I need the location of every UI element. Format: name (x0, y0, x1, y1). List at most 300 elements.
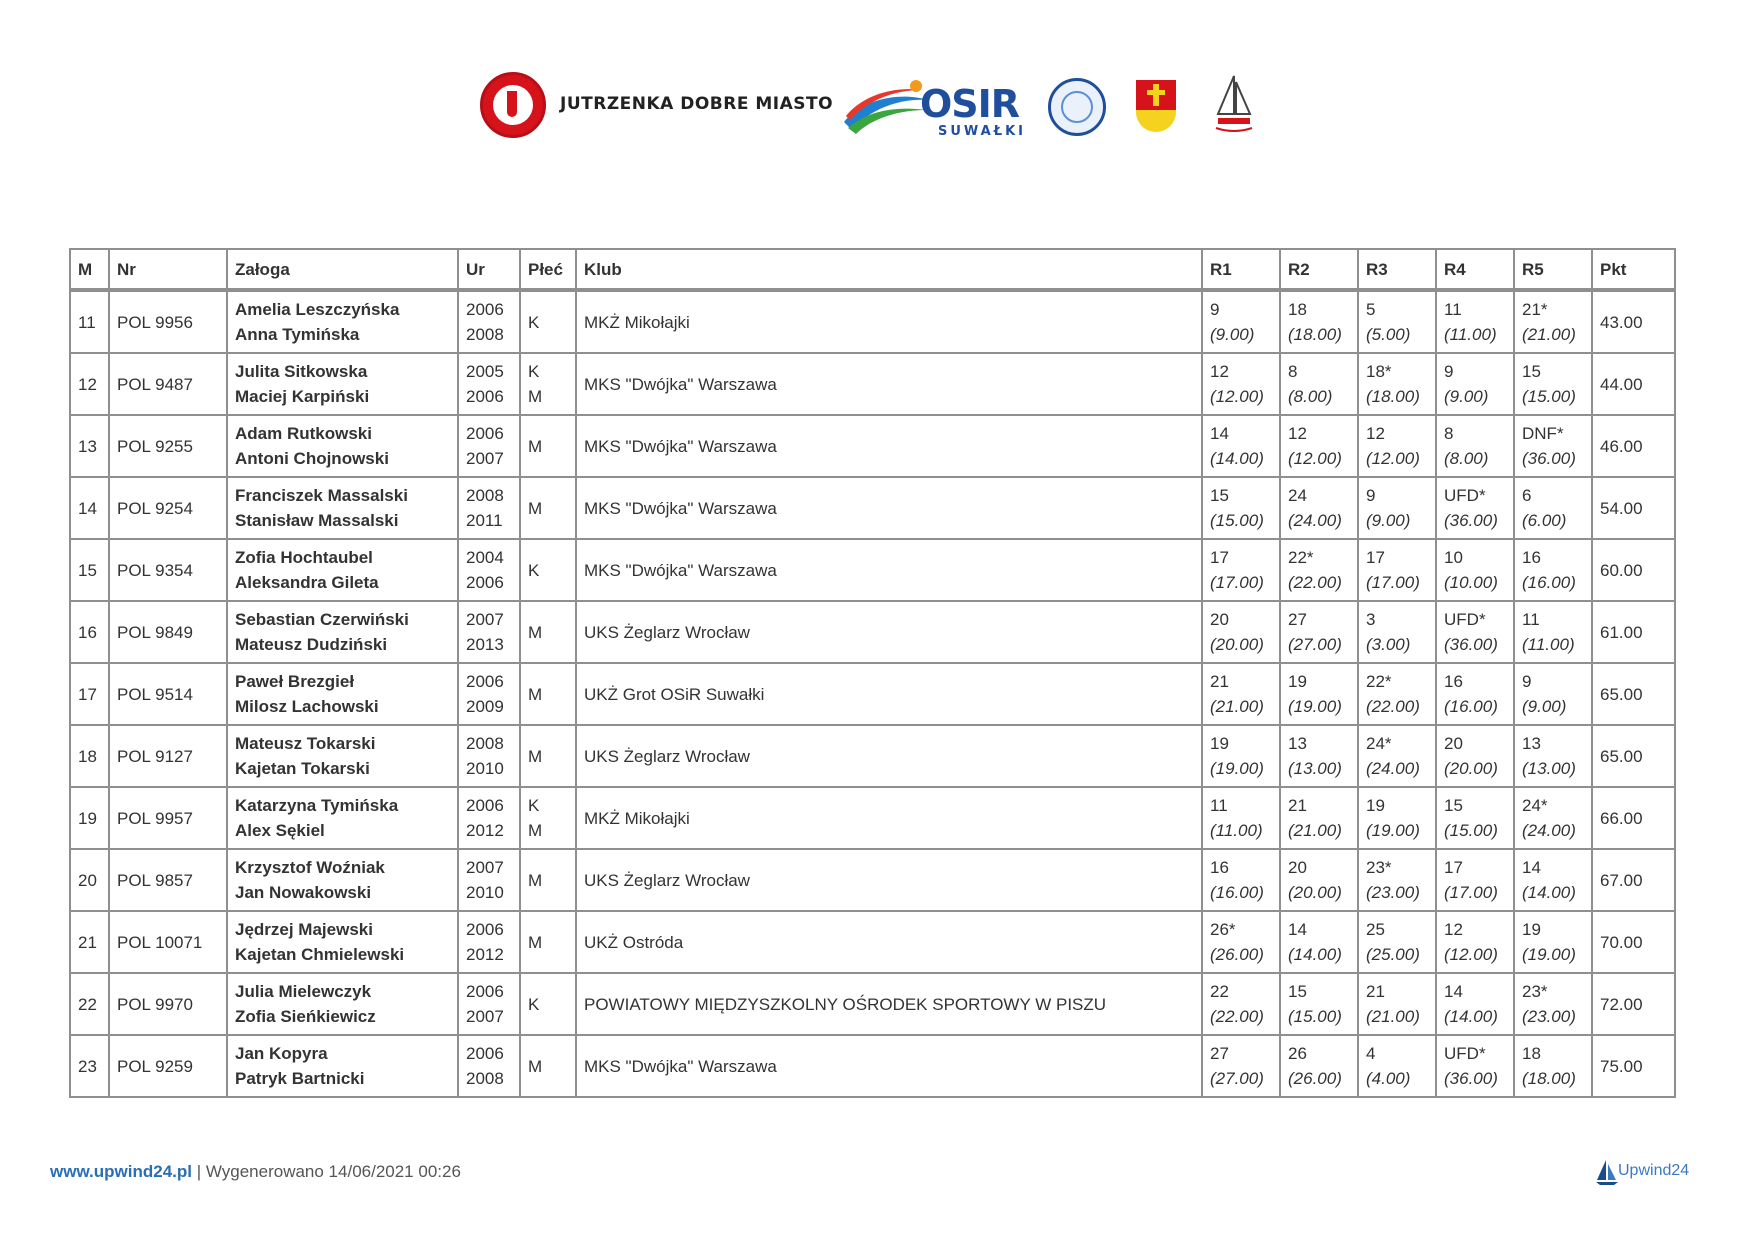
race-cell-line: 18* (1366, 362, 1392, 381)
birth-year-cell-line: 2010 (466, 759, 504, 778)
race-cell-line: (20.00) (1444, 759, 1498, 778)
race-cell (1280, 477, 1358, 539)
race-cell-line: 16 (1522, 548, 1541, 567)
place-cell: 20 (70, 849, 109, 911)
race-cell (1202, 973, 1280, 1035)
gender-cell (520, 477, 576, 539)
crew-cell-line: Aleksandra Gileta (235, 573, 379, 592)
gender-cell-line: M (528, 746, 543, 766)
gender-cell-line: K (528, 362, 540, 381)
city-crest-icon (1136, 80, 1176, 132)
gender-cell-line: M (528, 436, 543, 456)
race-cell-line: 21 (1210, 672, 1229, 691)
race-cell-line: (19.00) (1288, 697, 1342, 716)
crew-cell-line: Paweł Brezgieł (235, 672, 355, 691)
birth-year-cell (458, 973, 520, 1035)
race-cell (1280, 787, 1358, 849)
club-cell: POWIATOWY MIĘDZYSZKOLNY OŚRODEK SPORTOWY W PISZU (576, 973, 1202, 1035)
race-cell (1202, 415, 1280, 477)
race-cell-line: 16 (1444, 672, 1463, 691)
race-cell (1514, 973, 1592, 1035)
crew-cell-line: Julia Mielewczyk (235, 982, 372, 1001)
birth-year-cell-line: 2007 (466, 1007, 504, 1026)
race-cell-line: 8 (1444, 424, 1454, 443)
points-cell: 72.00 (1592, 973, 1675, 1035)
birth-year-cell (458, 911, 520, 973)
birth-year-cell (458, 539, 520, 601)
points-cell: 44.00 (1592, 353, 1675, 415)
sail-number-cell: POL 9957 (109, 787, 227, 849)
crew-cell (227, 725, 458, 787)
race-cell-line: (16.00) (1210, 883, 1264, 902)
birth-year-cell-line: 2006 (466, 982, 504, 1001)
crew-cell-line: Krzysztof Woźniak (235, 858, 385, 877)
crew-cell-line: Amelia Leszczyńska (235, 300, 400, 319)
race-cell-line: (13.00) (1522, 759, 1576, 778)
place-cell: 12 (70, 353, 109, 415)
race-cell (1358, 849, 1436, 911)
race-cell-line: 18 (1288, 300, 1307, 319)
race-cell (1514, 1035, 1592, 1097)
race-cell (1280, 601, 1358, 663)
race-cell (1358, 725, 1436, 787)
race-cell-line: 4 (1366, 1044, 1376, 1063)
club-cell: UKŻ Grot OSiR Suwałki (576, 663, 1202, 725)
gender-cell-line: K (528, 994, 540, 1014)
race-cell (1436, 601, 1514, 663)
table-row (70, 725, 1675, 787)
race-cell-line: (4.00) (1366, 1069, 1411, 1088)
sponsor-logos (480, 68, 1280, 148)
race-cell (1202, 601, 1280, 663)
club-cell: MKS "Dwójka" Warszawa (576, 1035, 1202, 1097)
points-cell: 65.00 (1592, 663, 1675, 725)
race-cell-line: 9 (1444, 362, 1454, 381)
birth-year-cell-line: 2008 (466, 734, 504, 753)
birth-year-cell-line: 2006 (466, 300, 504, 319)
race-cell-line: 18 (1522, 1044, 1541, 1063)
race-cell (1358, 911, 1436, 973)
table-row (70, 973, 1675, 1035)
race-cell-line: (12.00) (1288, 449, 1342, 468)
race-cell-line: (26.00) (1210, 945, 1264, 964)
race-cell-line: 26 (1288, 1044, 1307, 1063)
race-cell (1436, 973, 1514, 1035)
crew-cell-line: Jan Kopyra (235, 1044, 328, 1063)
club-cell: MKS "Dwójka" Warszawa (576, 415, 1202, 477)
race-cell-line: (27.00) (1288, 635, 1342, 654)
race-cell-line: (10.00) (1444, 573, 1498, 592)
points-cell: 43.00 (1592, 290, 1675, 353)
club-cell: UKS Żeglarz Wrocław (576, 725, 1202, 787)
gender-cell-line: K (528, 796, 540, 815)
race-cell-line: (14.00) (1210, 449, 1264, 468)
birth-year-cell-line: 2013 (466, 635, 504, 654)
race-cell-line: (20.00) (1210, 635, 1264, 654)
race-cell-line: (21.00) (1366, 1007, 1420, 1026)
sailboat-icon (1596, 1158, 1618, 1186)
club-cell: UKS Żeglarz Wrocław (576, 601, 1202, 663)
race-cell-line: (14.00) (1288, 945, 1342, 964)
race-cell-line: 25 (1366, 920, 1385, 939)
points-cell: 75.00 (1592, 1035, 1675, 1097)
race-cell (1514, 663, 1592, 725)
crew-cell (227, 353, 458, 415)
table-header-row (70, 249, 1675, 290)
crew-cell (227, 601, 458, 663)
race-cell (1280, 353, 1358, 415)
race-cell-line: (23.00) (1522, 1007, 1576, 1026)
gender-cell (520, 849, 576, 911)
race-cell-line: (11.00) (1210, 821, 1263, 840)
race-cell-line: 20 (1444, 734, 1463, 753)
table-row (70, 911, 1675, 973)
gender-cell-line: M (528, 684, 543, 704)
race-cell-line: 14 (1210, 424, 1229, 443)
race-cell-line: (21.00) (1210, 697, 1264, 716)
gender-cell (520, 973, 576, 1035)
crew-cell (227, 849, 458, 911)
column-header: R5 (1514, 249, 1592, 290)
place-cell: 21 (70, 911, 109, 973)
column-header: R2 (1280, 249, 1358, 290)
race-cell (1514, 787, 1592, 849)
crew-cell-line: Adam Rutkowski (235, 424, 372, 443)
sail-number-cell: POL 9487 (109, 353, 227, 415)
crew-cell-line: Sebastian Czerwiński (235, 610, 409, 629)
race-cell (1358, 415, 1436, 477)
race-cell-line: UFD* (1444, 1044, 1486, 1063)
crew-cell-line: Julita Sitkowska (235, 362, 368, 381)
crew-cell-line: Anna Tymińska (235, 325, 360, 344)
birth-year-cell-line: 2006 (466, 672, 504, 691)
race-cell-line: 15 (1522, 362, 1541, 381)
birth-year-cell (458, 477, 520, 539)
race-cell-line: (9.00) (1522, 697, 1567, 716)
gender-cell (520, 539, 576, 601)
crew-cell (227, 911, 458, 973)
race-cell-line: (17.00) (1444, 883, 1498, 902)
crew-cell (227, 477, 458, 539)
table-row (70, 849, 1675, 911)
column-header: Ur (458, 249, 520, 290)
column-header: R1 (1202, 249, 1280, 290)
birth-year-cell (458, 663, 520, 725)
place-cell: 17 (70, 663, 109, 725)
place-cell: 14 (70, 477, 109, 539)
gender-cell (520, 601, 576, 663)
jutrzenka-logo-icon (480, 72, 546, 138)
gender-cell (520, 911, 576, 973)
crew-cell-line: Franciszek Massalski (235, 486, 408, 505)
race-cell (1436, 539, 1514, 601)
race-cell-line: 19 (1366, 796, 1385, 815)
race-cell-line: 3 (1366, 610, 1376, 629)
gender-cell-line: M (528, 622, 543, 642)
osir-logo-subtitle: SUWAŁKI (938, 124, 1026, 139)
points-cell: 65.00 (1592, 725, 1675, 787)
upwind24-logo (1596, 1158, 1696, 1188)
race-cell (1436, 663, 1514, 725)
column-header: Nr (109, 249, 227, 290)
race-cell-line: 9 (1210, 300, 1220, 319)
race-cell-line: (9.00) (1366, 511, 1411, 530)
column-header: Załoga (227, 249, 458, 290)
generated-timestamp: | Wygenerowano 14/06/2021 00:26 (192, 1162, 461, 1181)
race-cell-line: (5.00) (1366, 325, 1411, 344)
birth-year-cell (458, 415, 520, 477)
race-cell-line: (36.00) (1444, 511, 1498, 530)
place-cell: 22 (70, 973, 109, 1035)
race-cell-line: 6 (1522, 486, 1532, 505)
race-cell-line: 26* (1210, 920, 1236, 939)
race-cell (1280, 290, 1358, 353)
gender-cell (520, 725, 576, 787)
sail-number-cell: POL 9254 (109, 477, 227, 539)
race-cell (1436, 477, 1514, 539)
race-cell-line: 20 (1210, 610, 1229, 629)
sail-number-cell: POL 9514 (109, 663, 227, 725)
race-cell-line: 8 (1288, 362, 1298, 381)
race-cell-line: 22* (1366, 672, 1392, 691)
race-cell-line: (27.00) (1210, 1069, 1264, 1088)
place-cell: 18 (70, 725, 109, 787)
crew-cell-line: Jan Nowakowski (235, 883, 372, 902)
points-cell: 54.00 (1592, 477, 1675, 539)
gender-cell-line: M (528, 932, 543, 952)
race-cell-line: (3.00) (1366, 635, 1411, 654)
race-cell-line: (19.00) (1210, 759, 1264, 778)
race-cell-line: (14.00) (1522, 883, 1576, 902)
race-cell-line: 24* (1366, 734, 1392, 753)
race-cell-line: (36.00) (1444, 1069, 1498, 1088)
race-cell-line: 11 (1210, 796, 1228, 815)
results-body (70, 290, 1675, 1097)
race-cell-line: 24* (1522, 796, 1548, 815)
race-cell-line: (17.00) (1366, 573, 1420, 592)
sail-number-cell: POL 9354 (109, 539, 227, 601)
crew-cell-line: Katarzyna Tymińska (235, 796, 399, 815)
sailing-association-seal-icon (1048, 78, 1106, 136)
crew-cell-line: Kajetan Chmielewski (235, 945, 405, 964)
race-cell-line: (19.00) (1522, 945, 1576, 964)
race-cell-line: (24.00) (1522, 821, 1576, 840)
crew-cell-line: Mateusz Dudziński (235, 635, 388, 654)
table-row (70, 353, 1675, 415)
birth-year-cell-line: 2009 (466, 697, 504, 716)
sail-number-cell: POL 9970 (109, 973, 227, 1035)
race-cell (1358, 973, 1436, 1035)
table-row (70, 290, 1675, 353)
column-header: Pkt (1592, 249, 1675, 290)
osir-suwalki-logo (842, 68, 1026, 144)
birth-year-cell-line: 2006 (466, 424, 504, 443)
race-cell-line: (14.00) (1444, 1007, 1498, 1026)
race-cell (1436, 725, 1514, 787)
gender-cell-line: M (528, 821, 543, 840)
gender-cell (520, 415, 576, 477)
race-cell (1280, 725, 1358, 787)
website-link[interactable]: www.upwind24.pl (50, 1162, 192, 1181)
crew-cell (227, 787, 458, 849)
race-cell (1280, 911, 1358, 973)
crew-cell-line: Patryk Bartnicki (235, 1069, 365, 1088)
race-cell-line: (6.00) (1522, 511, 1567, 530)
race-cell-line: (8.00) (1444, 449, 1489, 468)
race-cell (1280, 849, 1358, 911)
osir-swoosh-icon (842, 78, 932, 138)
race-cell (1202, 725, 1280, 787)
crew-cell-line: Antoni Chojnowski (235, 449, 389, 468)
gender-cell-line: M (528, 1056, 543, 1076)
race-cell-line: (23.00) (1366, 883, 1420, 902)
sail-number-cell: POL 9849 (109, 601, 227, 663)
sail-number-cell: POL 9255 (109, 415, 227, 477)
race-cell-line: 22* (1288, 548, 1314, 567)
table-row (70, 477, 1675, 539)
table-row (70, 415, 1675, 477)
crew-cell (227, 1035, 458, 1097)
race-cell (1358, 663, 1436, 725)
page-footer (50, 1162, 461, 1182)
race-cell-line: 19 (1522, 920, 1541, 939)
birth-year-cell-line: 2006 (466, 387, 504, 406)
gender-cell-line: M (528, 498, 543, 518)
table-row (70, 539, 1675, 601)
crew-cell-line: Alex Sękiel (235, 821, 325, 840)
gender-cell (520, 353, 576, 415)
club-cell: MKS "Dwójka" Warszawa (576, 477, 1202, 539)
birth-year-cell-line: 2010 (466, 883, 504, 902)
race-cell (1436, 353, 1514, 415)
birth-year-cell (458, 725, 520, 787)
sailboat-club-logo-icon (1212, 74, 1256, 136)
race-cell-line: UFD* (1444, 610, 1486, 629)
gender-cell (520, 1035, 576, 1097)
club-cell: MKŻ Mikołajki (576, 290, 1202, 353)
birth-year-cell-line: 2006 (466, 1044, 504, 1063)
race-cell-line: (22.00) (1366, 697, 1420, 716)
race-cell-line: (18.00) (1522, 1069, 1576, 1088)
race-cell-line: 15 (1288, 982, 1307, 1001)
race-cell (1514, 601, 1592, 663)
race-cell (1358, 290, 1436, 353)
race-cell (1358, 601, 1436, 663)
race-cell-line: (9.00) (1210, 325, 1255, 344)
birth-year-cell-line: 2008 (466, 486, 504, 505)
race-cell-line: (18.00) (1366, 387, 1420, 406)
race-cell-line: 23* (1366, 858, 1392, 877)
points-cell: 46.00 (1592, 415, 1675, 477)
race-cell (1358, 539, 1436, 601)
race-cell (1514, 415, 1592, 477)
race-cell-line: 12 (1288, 424, 1307, 443)
race-cell-line: (15.00) (1210, 511, 1264, 530)
crew-cell (227, 290, 458, 353)
upwind24-logo-text: Upwind24 (1618, 1162, 1690, 1179)
race-cell-line: 20 (1288, 858, 1307, 877)
race-cell-line: (15.00) (1522, 387, 1576, 406)
sail-number-cell: POL 10071 (109, 911, 227, 973)
race-cell (1514, 911, 1592, 973)
gender-cell (520, 787, 576, 849)
crew-cell-line: Milosz Lachowski (235, 697, 379, 716)
gender-cell-line: M (528, 870, 543, 890)
race-cell-line: (13.00) (1288, 759, 1342, 778)
crew-cell (227, 973, 458, 1035)
race-cell-line: (8.00) (1288, 387, 1333, 406)
race-cell (1358, 1035, 1436, 1097)
crew-cell-line: Mateusz Tokarski (235, 734, 376, 753)
race-cell (1202, 663, 1280, 725)
race-cell (1436, 911, 1514, 973)
race-cell-line: 15 (1210, 486, 1229, 505)
birth-year-cell-line: 2012 (466, 821, 504, 840)
points-cell: 61.00 (1592, 601, 1675, 663)
birth-year-cell-line: 2006 (466, 920, 504, 939)
table-row (70, 1035, 1675, 1097)
race-cell-line: (20.00) (1288, 883, 1342, 902)
race-cell-line: (19.00) (1366, 821, 1420, 840)
race-cell-line: (18.00) (1288, 325, 1342, 344)
race-cell-line: (12.00) (1210, 387, 1264, 406)
place-cell: 15 (70, 539, 109, 601)
club-cell: MKS "Dwójka" Warszawa (576, 353, 1202, 415)
birth-year-cell-line: 2008 (466, 1069, 504, 1088)
race-cell (1436, 1035, 1514, 1097)
birth-year-cell-line: 2008 (466, 325, 504, 344)
crew-cell-line: Zofia Sieńkiewicz (235, 1007, 376, 1026)
race-cell (1358, 353, 1436, 415)
race-cell-line: 11 (1522, 610, 1540, 629)
column-header: M (70, 249, 109, 290)
race-cell-line: 23* (1522, 982, 1548, 1001)
race-cell-line: 19 (1210, 734, 1229, 753)
race-cell-line: (26.00) (1288, 1069, 1342, 1088)
results-table (69, 248, 1676, 1098)
race-cell (1202, 849, 1280, 911)
race-cell-line: 22 (1210, 982, 1229, 1001)
sail-number-cell: POL 9259 (109, 1035, 227, 1097)
birth-year-cell-line: 2007 (466, 449, 504, 468)
race-cell-line: 19 (1288, 672, 1307, 691)
race-cell-line: (21.00) (1288, 821, 1342, 840)
birth-year-cell-line: 2011 (466, 511, 503, 530)
gender-cell-line: M (528, 387, 543, 406)
race-cell-line: 14 (1444, 982, 1463, 1001)
birth-year-cell-line: 2004 (466, 548, 504, 567)
race-cell-line: 17 (1366, 548, 1385, 567)
crew-cell-line: Kajetan Tokarski (235, 759, 370, 778)
race-cell (1358, 787, 1436, 849)
race-cell-line: 12 (1210, 362, 1229, 381)
race-cell-line: 9 (1522, 672, 1532, 691)
gender-cell (520, 663, 576, 725)
race-cell (1280, 415, 1358, 477)
race-cell-line: 10 (1444, 548, 1463, 567)
race-cell (1514, 353, 1592, 415)
race-cell-line: (36.00) (1444, 635, 1498, 654)
race-cell-line: 21 (1366, 982, 1385, 1001)
race-cell (1514, 290, 1592, 353)
birth-year-cell (458, 290, 520, 353)
race-cell-line: (11.00) (1444, 325, 1497, 344)
club-cell: UKS Żeglarz Wrocław (576, 849, 1202, 911)
column-header: Płeć (520, 249, 576, 290)
race-cell-line: 11 (1444, 300, 1462, 319)
race-cell-line: (9.00) (1444, 387, 1489, 406)
race-cell-line: (12.00) (1366, 449, 1420, 468)
